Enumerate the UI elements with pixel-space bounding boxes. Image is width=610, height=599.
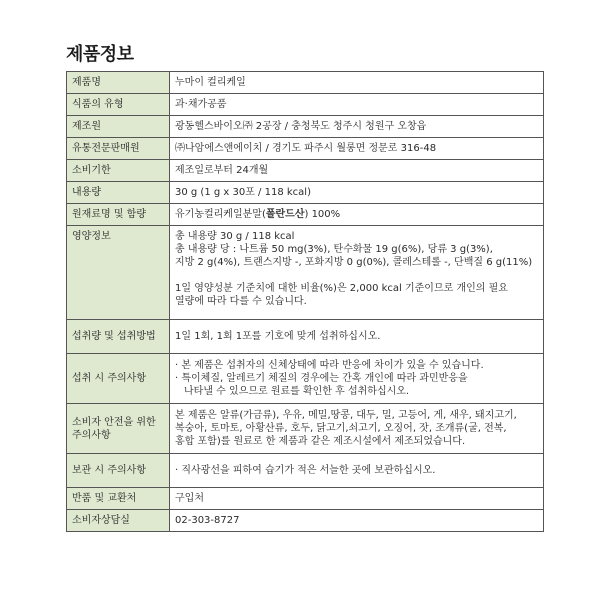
row-value: 02-303-8727 (170, 510, 544, 532)
table-row (67, 182, 544, 204)
table-row (67, 226, 544, 320)
row-label: 제조원 (67, 116, 170, 138)
ingredient-origin: 폴란드산 (265, 209, 305, 220)
row-label: 원재료명 및 함량 (67, 204, 170, 226)
table-row (67, 510, 544, 532)
row-value: 구입처 (170, 488, 544, 510)
table-row (67, 320, 544, 354)
row-value: 과·채가공품 (170, 94, 544, 116)
table-row (67, 160, 544, 182)
table-row (67, 354, 544, 404)
nutrition-line: 총 내용량 당 : 나트륨 50 mg(3%), 탄수화물 19 g(6%), 당류 3 g(3%), (175, 244, 493, 255)
table-row (67, 204, 544, 226)
row-label: 식품의 유형 (67, 94, 170, 116)
nutrition-line: 열량에 따라 다를 수 있습니다. (175, 296, 307, 307)
row-label: 유통전문판매원 (67, 138, 170, 160)
row-value: 본 제품은 알류(가금류), 우유, 메밀,땅콩, 대두, 밀, 고등어, 게, 새우, 돼지고기, 복숭아, 토마토, 아황산류, 호두, 닭고기,쇠고기, 오징어, 잣, 조개류(굴, 전복, 홍합 포함)를 원료로 한 제품과 같은 제조시설에서 제조되었습니다. (170, 404, 544, 454)
table-row (67, 116, 544, 138)
table-row (67, 454, 544, 488)
nutrition-line: 지방 2 g(4%), 트랜스지방 -, 포화지방 0 g(0%), 콜레스테롤 -, 단백질 6 g(11%) (175, 257, 533, 268)
product-info-table (66, 71, 544, 532)
table-row (67, 404, 544, 454)
row-label: 소비자상담실 (67, 510, 170, 532)
row-value: 광동헬스바이오㈜ 2공장 / 충청북도 청주시 청원구 오창읍 (170, 116, 544, 138)
table-row (67, 94, 544, 116)
row-label: 소비기한 (67, 160, 170, 182)
row-label: 소비자 안전을 위한 주의사항 (67, 404, 170, 454)
row-value: · 본 제품은 섭취자의 신체상태에 따라 반응에 차이가 있을 수 있습니다. · 특이체질, 알레르기 체질의 경우에는 간혹 개인에 따라 과민반응을 나타낼 수 있으므로 원료를 확인한 후 섭취하십시오. (170, 354, 544, 404)
row-label: 보관 시 주의사항 (67, 454, 170, 488)
row-label: 영양정보 (67, 226, 170, 320)
row-value: 제조일로부터 24개월 (170, 160, 544, 182)
row-label: 반품 및 교환처 (67, 488, 170, 510)
table-row (67, 138, 544, 160)
row-value: · 직사광선을 피하여 습기가 적은 서늘한 곳에 보관하십시오. (170, 454, 544, 488)
row-value (170, 204, 544, 226)
row-value: 1일 1회, 1회 1포를 기호에 맞게 섭취하십시오. (170, 320, 544, 354)
table-row (67, 72, 544, 94)
page-title: 제품정보 (66, 44, 134, 65)
row-value: 30 g (1 g x 30포 / 118 kcal) (170, 182, 544, 204)
row-label: 제품명 (67, 72, 170, 94)
row-value: ㈜나암에스앤에이치 / 경기도 파주시 월롱면 정문로 316-48 (170, 138, 544, 160)
ingredient-text: 유기농컬리케일분말( (175, 209, 266, 220)
row-value: 누마이 컬리케일 (170, 72, 544, 94)
row-label: 섭취 시 주의사항 (67, 354, 170, 404)
ingredient-ratio: ) 100% (304, 209, 341, 220)
nutrition-info (170, 226, 544, 320)
spacer (175, 269, 538, 282)
table-row (67, 488, 544, 510)
nutrition-line: 총 내용량 30 g / 118 kcal (175, 231, 295, 242)
row-label: 섭취량 및 섭취방법 (67, 320, 170, 354)
row-label: 내용량 (67, 182, 170, 204)
nutrition-line: 1일 영양성분 기준치에 대한 비율(%)은 2,000 kcal 기준이므로 개인의 필요 (175, 283, 508, 294)
